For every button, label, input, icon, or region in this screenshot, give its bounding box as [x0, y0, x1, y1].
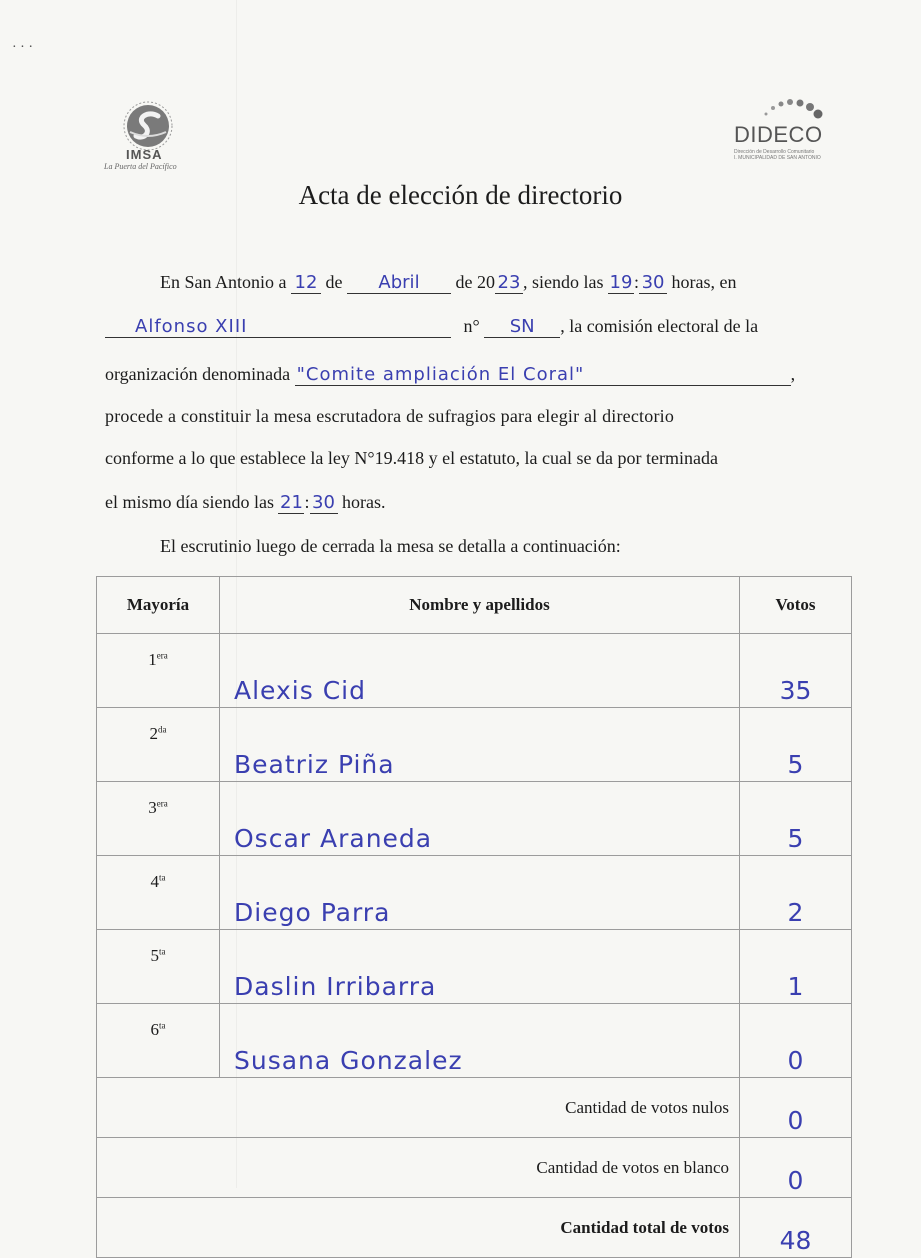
- rank-cell: [97, 1004, 220, 1078]
- table-header-row: [97, 577, 852, 634]
- empty-cell: [97, 1078, 220, 1138]
- candidate-votes: 0: [740, 1004, 852, 1078]
- dideco-logo-text: DIDECO: [734, 122, 823, 147]
- dideco-dots-icon: [730, 98, 840, 124]
- dideco-subtitle-line2: I. MUNICIPALIDAD DE SAN ANTONIO: [734, 155, 821, 161]
- rank-suffix: ta: [159, 1020, 166, 1031]
- text-fragment: horas.: [342, 492, 386, 512]
- time-colon: :: [304, 492, 310, 512]
- rank-suffix: ta: [159, 872, 166, 883]
- imsa-emblem-icon: [102, 100, 202, 150]
- rank-cell: [97, 708, 220, 782]
- votes-table: [96, 576, 852, 1258]
- rank-cell: [97, 782, 220, 856]
- total-votes-label: Cantidad total de votos: [220, 1198, 740, 1258]
- summary-row-blank: [97, 1138, 852, 1198]
- intro-line-7: El escrutinio luego de cerrada la mesa se detalla a continuación:: [160, 536, 621, 556]
- year-field: 23: [495, 273, 523, 294]
- rank-suffix: da: [158, 724, 167, 735]
- summary-row-null: [97, 1078, 852, 1138]
- rank-suffix: era: [156, 798, 168, 809]
- dideco-logo: [730, 98, 840, 168]
- address-number-field: SN: [484, 317, 560, 338]
- imsa-logo: [102, 100, 202, 180]
- text-fragment: de: [325, 272, 343, 292]
- dideco-logo-subtitle: [734, 149, 821, 161]
- address-field: Alfonso XIII: [105, 317, 451, 338]
- number-label: n°: [463, 316, 480, 336]
- header-mayoria: Mayoría: [97, 577, 220, 634]
- rank-cell: [97, 930, 220, 1004]
- summary-row-total: [97, 1198, 852, 1258]
- rank-number: 1: [148, 650, 157, 669]
- document-title: Acta de elección de directorio: [298, 180, 623, 210]
- table-row: [97, 634, 852, 708]
- candidate-votes: 5: [740, 782, 852, 856]
- organization-field: "Comite ampliación El Coral": [295, 365, 791, 386]
- rank-cell: [97, 634, 220, 708]
- text-fragment: , siendo las: [523, 272, 604, 292]
- total-votes-value: 48: [740, 1198, 852, 1258]
- table-row: [97, 782, 852, 856]
- candidate-name: Beatriz Piña: [220, 708, 740, 782]
- table-row: [97, 856, 852, 930]
- intro-line-6: [105, 492, 386, 514]
- candidate-votes: 2: [740, 856, 852, 930]
- start-minute-field: 30: [639, 273, 667, 294]
- month-field: Abril: [347, 273, 451, 294]
- text-fragment: , la comisión electoral de la: [560, 316, 759, 336]
- header-votos: Votos: [740, 577, 852, 634]
- empty-cell: [97, 1198, 220, 1258]
- rank-suffix: ta: [159, 946, 166, 957]
- candidate-name: Susana Gonzalez: [220, 1004, 740, 1078]
- table-row: [97, 708, 852, 782]
- rank-number: 4: [150, 872, 159, 891]
- null-votes-value: 0: [740, 1078, 852, 1138]
- table-row: [97, 1004, 852, 1078]
- end-minute-field: 30: [310, 493, 338, 514]
- end-hour-field: 21: [280, 492, 303, 513]
- rank-number: 5: [150, 946, 159, 965]
- imsa-logo-tagline: La Puerta del Pacífico: [104, 162, 177, 171]
- rank-number: 3: [148, 798, 157, 817]
- candidate-name: Daslin Irribarra: [220, 930, 740, 1004]
- rank-suffix: era: [156, 650, 168, 661]
- rank-cell: [97, 856, 220, 930]
- intro-line-3: [105, 364, 795, 386]
- intro-line-2: [105, 316, 758, 338]
- candidate-name: Diego Parra: [220, 856, 740, 930]
- candidate-votes: 1: [740, 930, 852, 1004]
- header-nombre: Nombre y apellidos: [220, 577, 740, 634]
- candidate-name: Oscar Araneda: [220, 782, 740, 856]
- blank-votes-value: 0: [740, 1138, 852, 1198]
- candidate-name: Alexis Cid: [220, 634, 740, 708]
- intro-line-1: [160, 272, 737, 294]
- rank-number: 6: [150, 1020, 159, 1039]
- day-field: 12: [291, 273, 321, 294]
- dideco-subtitle-line1: Dirección de Desarrollo Comunitario: [734, 149, 815, 155]
- text-fragment: de 20: [455, 272, 495, 292]
- candidate-votes: 35: [740, 634, 852, 708]
- rank-number: 2: [149, 724, 158, 743]
- intro-line-5: conforme a lo que establece la ley N°19.418 y el estatuto, la cual se da por terminada: [105, 448, 718, 468]
- table-row: [97, 930, 852, 1004]
- scan-specks: · · ·: [12, 40, 33, 55]
- null-votes-label: Cantidad de votos nulos: [220, 1078, 740, 1138]
- text-fragment: ,: [790, 364, 796, 384]
- imsa-logo-text: IMSA: [126, 147, 163, 162]
- text-fragment: En San Antonio a: [160, 272, 287, 292]
- empty-cell: [97, 1138, 220, 1198]
- intro-line-4: procede a constituir la mesa escrutadora de sufragios para elegir al directorio: [105, 406, 675, 426]
- text-fragment: horas, en: [671, 272, 737, 292]
- start-hour-field: 19: [609, 272, 633, 293]
- time-colon: :: [634, 272, 640, 292]
- candidate-votes: 5: [740, 708, 852, 782]
- blank-votes-label: Cantidad de votos en blanco: [220, 1138, 740, 1198]
- text-fragment: organización denominada: [105, 364, 291, 384]
- text-fragment: el mismo día siendo las: [105, 492, 274, 512]
